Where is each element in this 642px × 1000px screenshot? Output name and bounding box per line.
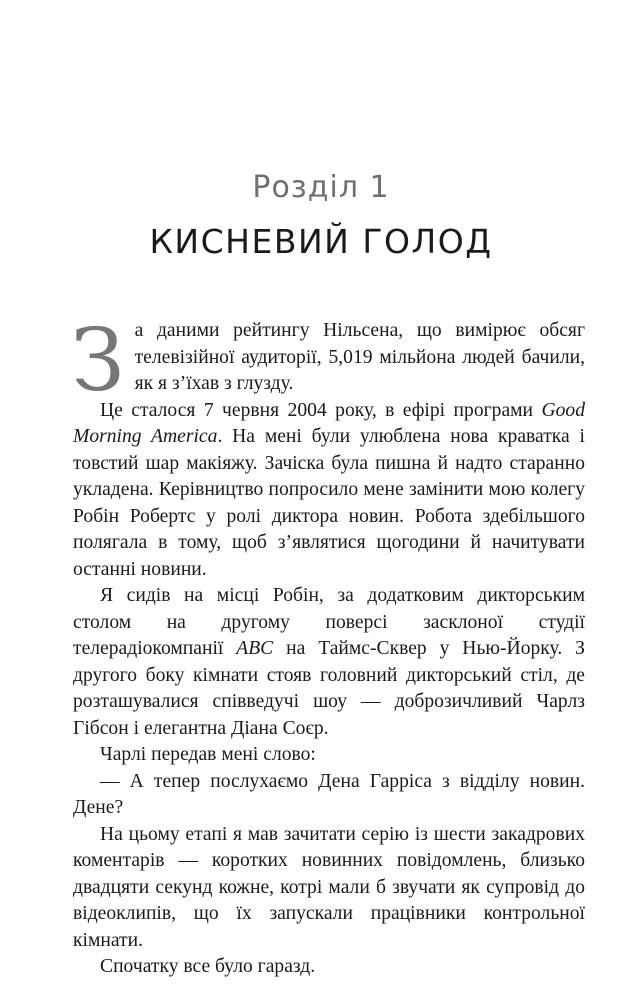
paragraph-1-text: а даними рейтингу Нільсена, що вимірює обсяг телевізійної аудиторії, 5,019 мільйона людей бачили, як я з’їхав з глузду. <box>134 320 585 394</box>
chapter-title: КИСНЕВИЙ ГОЛОД <box>149 222 493 261</box>
paragraph-2 <box>73 398 585 584</box>
paragraph-7: Спочатку все було гаразд. <box>100 956 316 977</box>
paragraph-3 <box>73 583 585 742</box>
program-title: Good Morning America <box>73 399 585 447</box>
paragraph-4: Чарлі передав мені слово: <box>100 744 316 765</box>
paragraph-6: На цьому етапі я мав зачитати серію із шести закадрових коментарів — коротких новинних повідомлень, близько двадцяти секунд кожне, котрі мали б звучати як супровід до відеоклипів, що їх запускали працівники контрольної кімнати. <box>73 823 585 951</box>
drop-cap: З <box>71 311 125 411</box>
paragraph-2-text-a: Це сталося 7 червня 2004 року, в ефірі програми <box>100 399 542 421</box>
chapter-number: Розділ 1 <box>252 170 390 205</box>
chapter-body <box>71 311 585 981</box>
paragraph-3-text-a: Я сидів на місці Робін, за додатковим дикторським столом на другому поверсі засклоної студії телерадіокомпанії <box>73 585 585 659</box>
paragraph-3-text-b: на Таймс-Сквер у Нью-Йорку. З другого боку кімнати стояв головний дикторський стіл, де розташувалися співведучі шоу — доброзичливий Чарлз Гібсон і елегантна Діана Соєр. <box>73 638 585 739</box>
network-name: ABC <box>236 638 274 659</box>
paragraph-5: — А тепер послухаємо Дена Гарріса з відділу новин. Дене? <box>73 770 585 818</box>
paragraph-2-text-b: . На мені були улюблена нова краватка і товстий шар макіяжу. Зачіска була пишна й надто старанно укладена. Керівництво попросило мене замінити мою колегу Робін Робертс у ролі диктора новин. Робота здебільшого полягала в тому, щоб з’являтися щогодини й начитувати останні новини. <box>73 426 585 580</box>
